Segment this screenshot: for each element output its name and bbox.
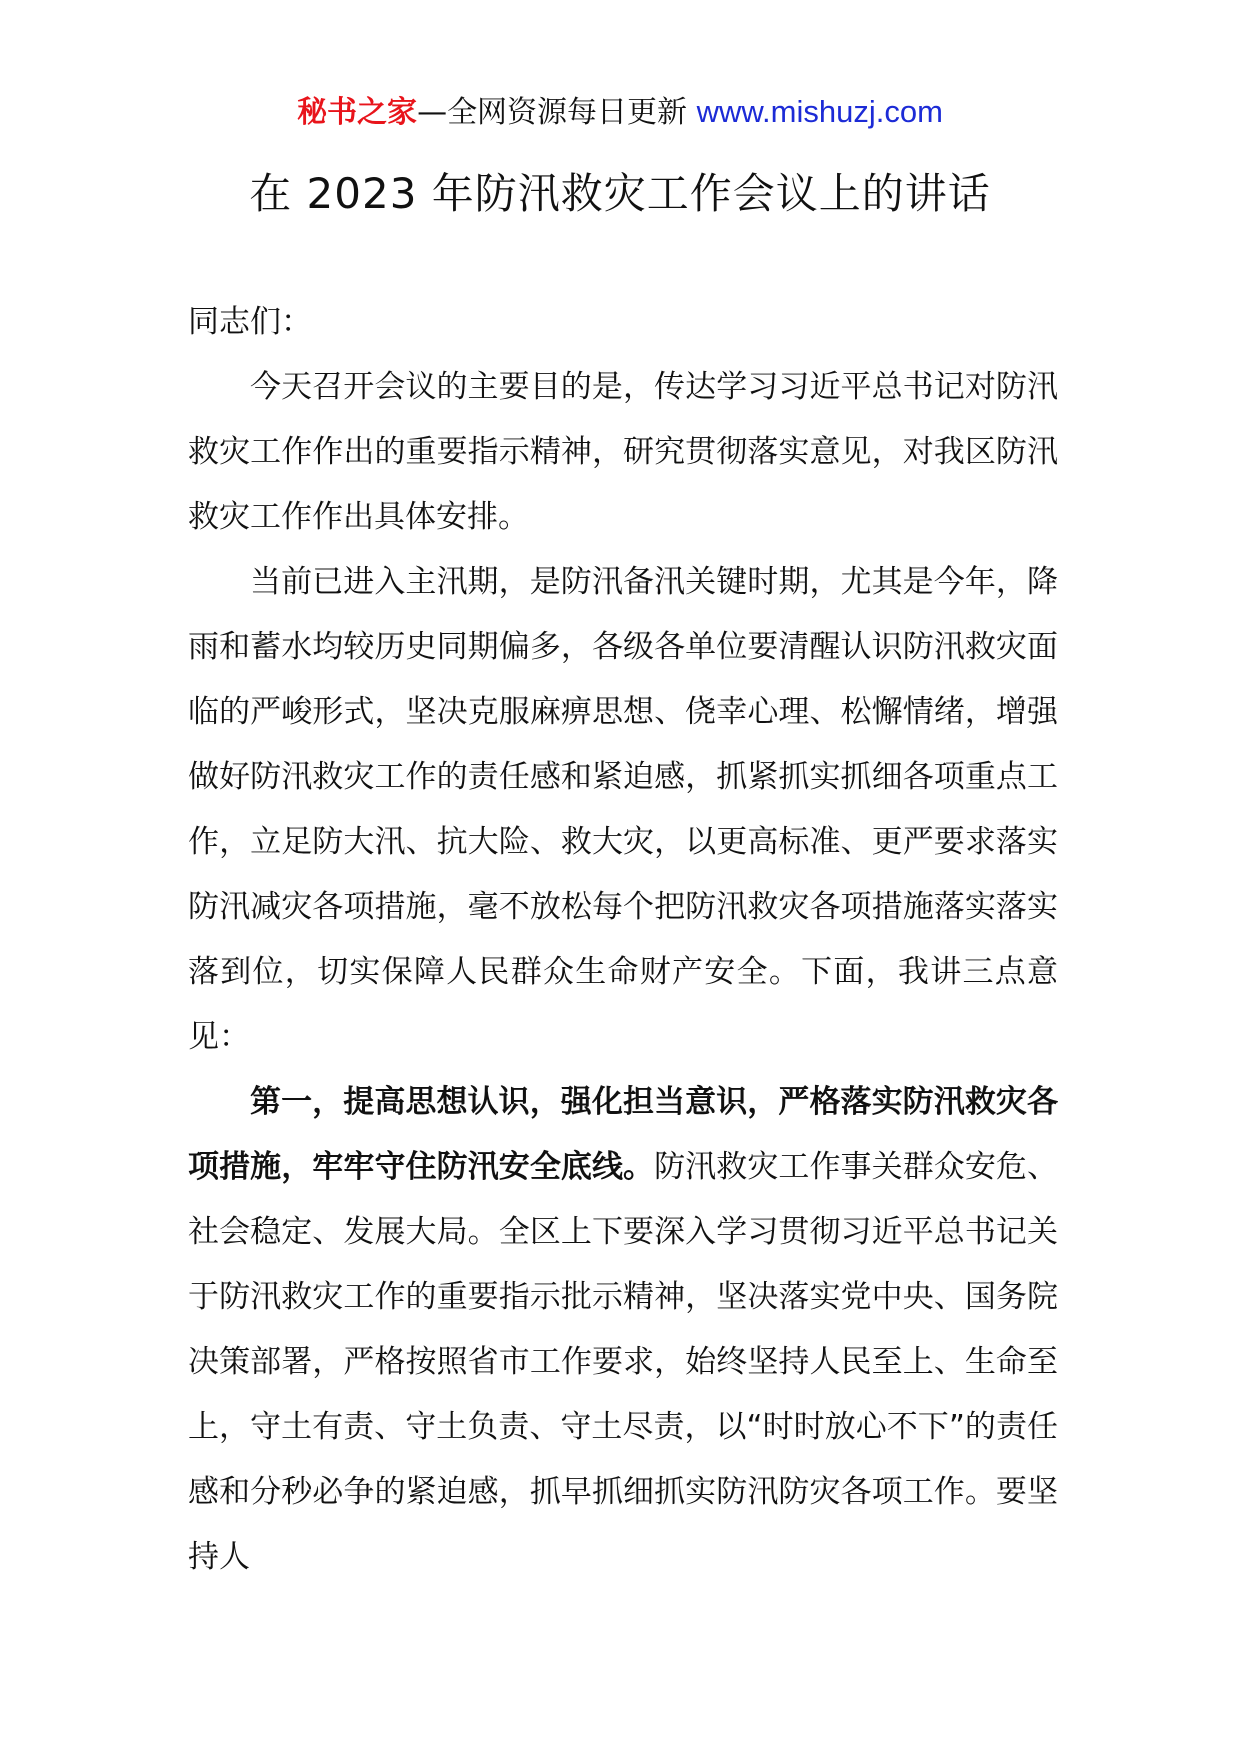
- paragraph-point-one: [188, 1070, 1058, 1590]
- site-header: [0, 92, 1240, 133]
- document-body: [188, 290, 1058, 1590]
- paragraph-intro: 今天召开会议的主要目的是，传达学习习近平总书记对防汛救灾工作作出的重要指示精神，研究贯彻落实意见，对我区防汛救灾工作作出具体安排。: [188, 369, 1058, 535]
- greeting: 同志们：: [188, 304, 312, 340]
- document-title: 在 2023 年防汛救灾工作会议上的讲话: [249, 169, 991, 218]
- site-tagline: —全网资源每日更新: [417, 95, 697, 130]
- point-one-body: 防汛救灾工作事关群众安危、社会稳定、发展大局。全区上下要深入学习贯彻习近平总书记关于防汛救灾工作的重要指示批示精神，坚决落实党中央、国务院决策部署，严格按照省市工作要求，始终坚持人民至上、生命至上，守土有责、守土负责、守土尽责，以“时时放心不下”的责任感和分秒必争的紧迫感，抓早抓细抓实防汛防灾各项工作。要坚持人: [188, 1149, 1058, 1575]
- site-url-link[interactable]: www.mishuzj.com: [696, 94, 943, 129]
- point-one-heading: 第一，提高思想认识，强化担当意识，严格落实防汛救灾各项措施，牢牢守住防汛安全底线。: [188, 1084, 1058, 1185]
- brand-name: 秘书之家: [297, 95, 418, 130]
- paragraph-situation: 当前已进入主汛期，是防汛备汛关键时期，尤其是今年，降雨和蓄水均较历史同期偏多，各级各单位要清醒认识防汛救灾面临的严峻形式，坚决克服麻痹思想、侥幸心理、松懈情绪，增强做好防汛救灾工作的责任感和紧迫感，抓紧抓实抓细各项重点工作，立足防大汛、抗大险、救大灾，以更高标准、更严要求落实防汛减灾各项措施，毫不放松每个把防汛救灾各项措施落实落实落到位，切实保障人民群众生命财产安全。下面，我讲三点意见：: [188, 564, 1058, 1055]
